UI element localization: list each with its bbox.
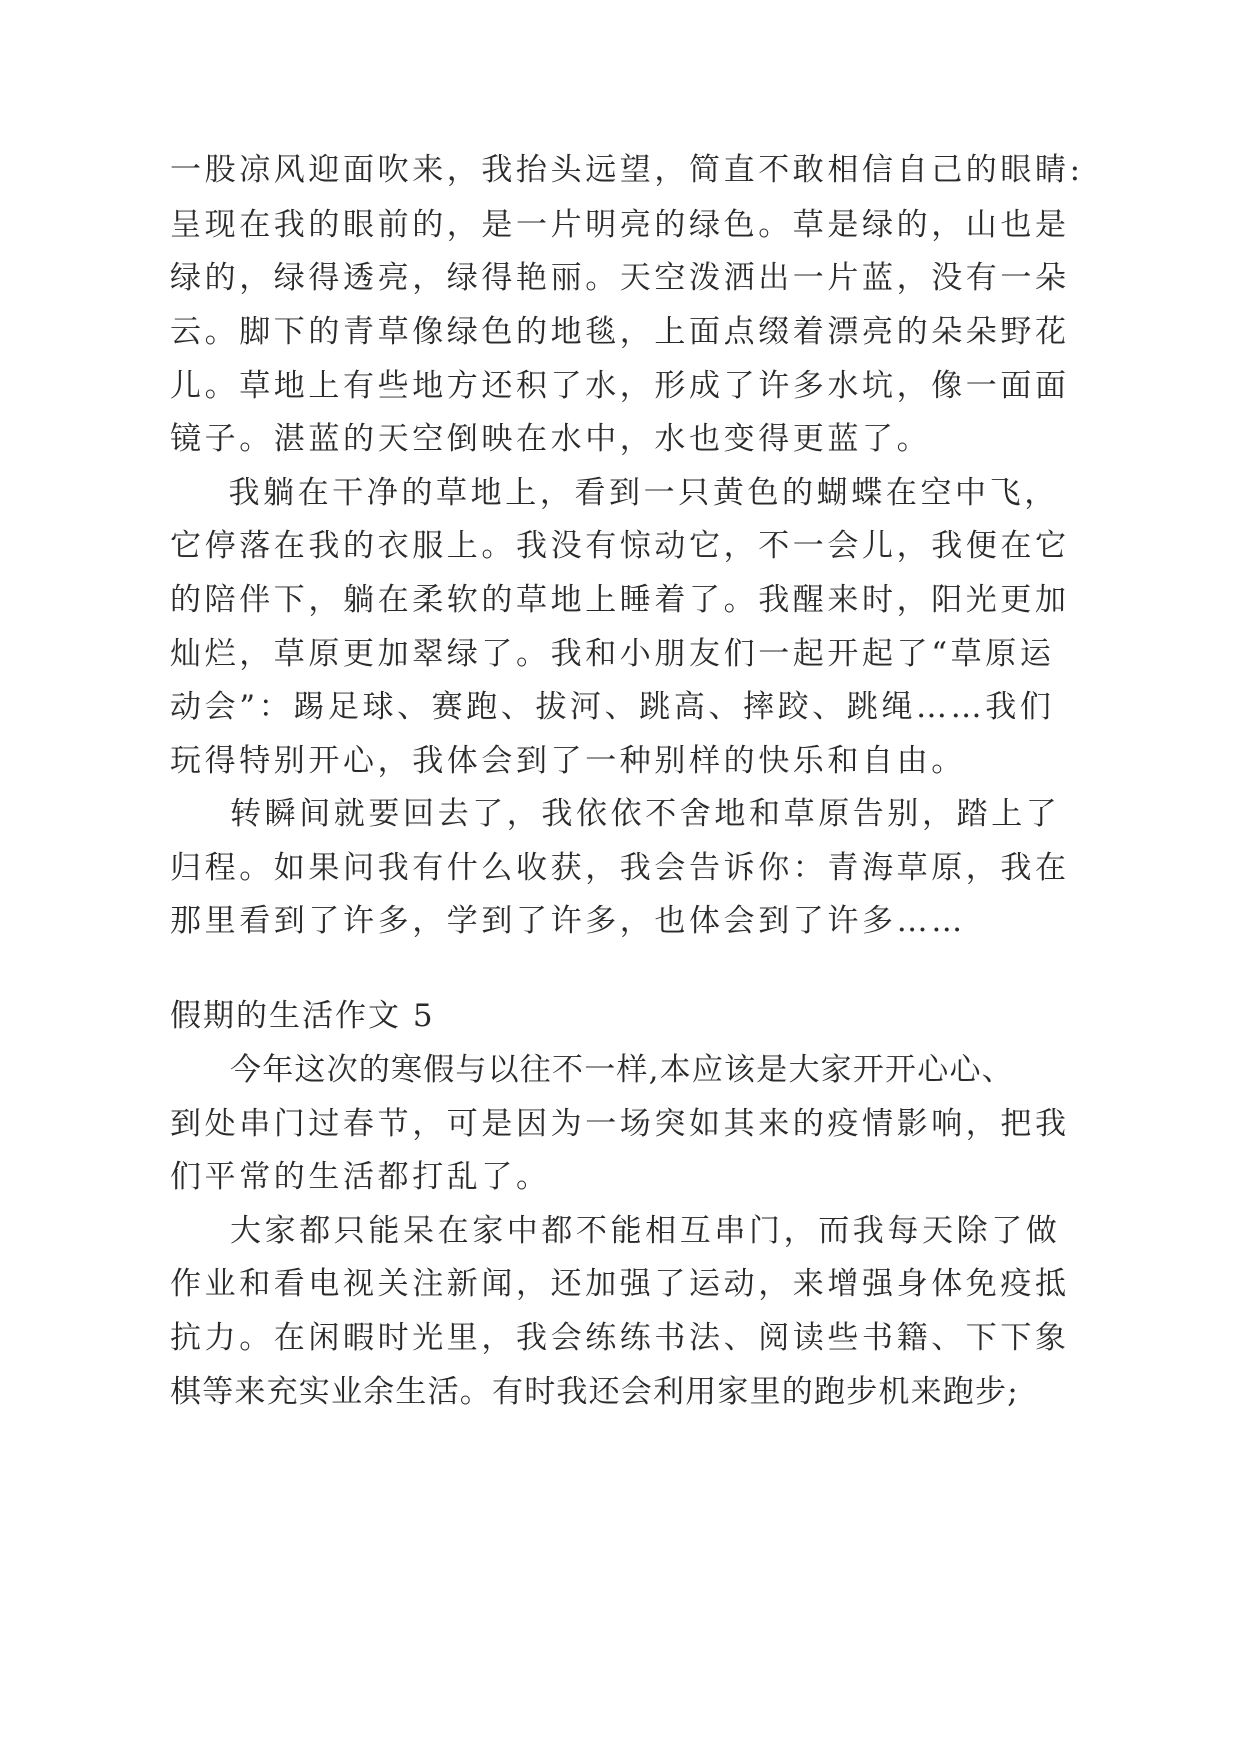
- text-line: 儿。草地上有些地方还积了水，形成了许多水坑，像一面面: [170, 368, 1070, 404]
- text-line: 棋等来充实业余生活。有时我还会利用家里的跑步机来跑步;: [170, 1374, 1019, 1410]
- text-line: 玩得特别开心，我体会到了一种别样的快乐和自由。: [170, 743, 966, 779]
- text-line: 们平常的生活都打乱了。: [170, 1159, 551, 1195]
- text-line: 抗力。在闲暇时光里，我会练练书法、阅读些书籍、下下象: [170, 1320, 1070, 1356]
- text-line: 呈现在我的眼前的，是一片明亮的绿色。草是绿的，山也是: [170, 207, 1070, 243]
- text-line: 作业和看电视关注新闻，还加强了运动，来增强身体免疫抵: [170, 1266, 1070, 1302]
- text-line: 一股凉风迎面吹来，我抬头远望，简直不敢相信自己的眼睛:: [170, 152, 1084, 188]
- text-line: 今年这次的寒假与以往不一样,本应该是大家开开心心、: [230, 1052, 1014, 1088]
- text-line: 的陪伴下，躺在柔软的草地上睡着了。我醒来时，阳光更加: [170, 582, 1070, 618]
- text-line: 那里看到了许多，学到了许多，也体会到了许多……: [170, 903, 966, 939]
- text-line: 动会”：踢足球、赛跑、拔河、跳高、摔跤、跳绳……我们: [170, 689, 1055, 725]
- text-line: 归程。如果问我有什么收获，我会告诉你：青海草原，我在: [170, 850, 1070, 886]
- text-line: 镜子。湛蓝的天空倒映在水中，水也变得更蓝了。: [170, 421, 932, 457]
- text-line: 它停落在我的衣服上。我没有惊动它，不一会儿，我便在它: [170, 528, 1070, 564]
- text-line: 到处串门过春节，可是因为一场突如其来的疫情影响，把我: [170, 1106, 1070, 1142]
- text-line: 我躺在干净的草地上，看到一只黄色的蝴蝶在空中飞，: [215, 475, 1059, 511]
- text-line: 绿的，绿得透亮，绿得艳丽。天空泼洒出一片蓝，没有一朵: [170, 260, 1070, 296]
- text-line: 云。脚下的青草像绿色的地毯，上面点缀着漂亮的朵朵野花: [170, 314, 1070, 350]
- text-line: 转瞬间就要回去了，我依依不舍地和草原告别，踏上了: [230, 796, 1061, 832]
- text-line: 大家都只能呆在家中都不能相互串门，而我每天除了做: [230, 1213, 1061, 1249]
- essay-title: 假期的生活作文 5: [170, 998, 435, 1034]
- text-line: 灿烂，草原更加翠绿了。我和小朋友们一起开起了“草原运: [170, 636, 1055, 672]
